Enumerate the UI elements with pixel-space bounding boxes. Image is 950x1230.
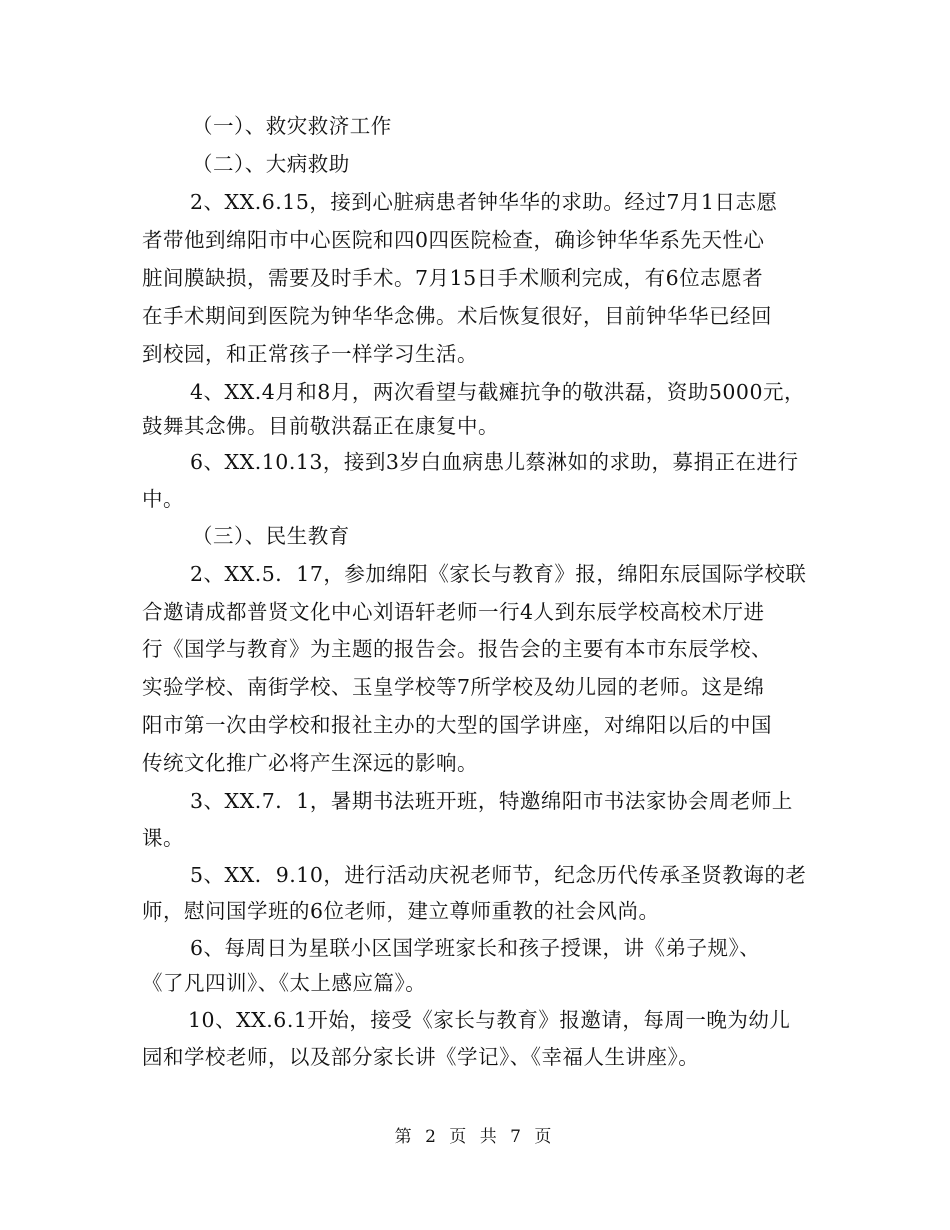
paragraph-line: 合邀请成都普贤文化中心刘语轩老师一行4人到东辰学校高校术厅进 (142, 600, 765, 624)
paragraph-line: 5、XX．9.10，进行活动庆祝老师节，纪念历代传承圣贤教诲的老 (190, 863, 807, 887)
paragraph-line: 4、XX.4月和8月，两次看望与截瘫抗争的敬洪磊，资助5000元， (190, 380, 806, 404)
paragraph-line: 《了凡四训》、《太上感应篇》。 (142, 971, 427, 995)
paragraph-line: 2、XX.5．17，参加绵阳《家长与教育》报，绵阳东辰国际学校联 (190, 562, 807, 586)
paragraph-line: 3、XX.7．1，暑期书法班开班，特邀绵阳市书法家协会周老师上 (190, 789, 793, 813)
paragraph-line: 到校园，和正常孩子一样学习生活。 (142, 342, 478, 366)
paragraph-line: 园和学校老师，以及部分家长讲《学记》、《幸福人生讲座》。 (142, 1045, 700, 1069)
paragraph-line: 阳市第一次由学校和报社主办的大型的国学讲座，对绵阳以后的中国 (142, 713, 772, 737)
paragraph-line: 中。 (142, 487, 184, 511)
paragraph-line: 传统文化推广必将产生深远的影响。 (142, 751, 478, 775)
section-heading-illness-aid: （二）、大病救助 (192, 152, 350, 176)
paragraph-line: 行《国学与教育》为主题的报告会。报告会的主要有本市东辰学校、 (142, 637, 772, 661)
paragraph-line: 鼓舞其念佛。目前敬洪磊正在康复中。 (142, 414, 499, 438)
paragraph-line: 脏间膜缺损，需要及时手术。7月15日手术顺利完成，有6位志愿者 (142, 266, 764, 290)
paragraph-line: 6、每周日为星联小区国学班家长和孩子授课，讲《弟子规》、 (190, 936, 761, 960)
paragraph-line: 在手术期间到医院为钟华华念佛。术后恢复很好，目前钟华华已经回 (142, 304, 772, 328)
paragraph-line: 10、XX.6.1开始，接受《家长与教育》报邀请，每周一晚为幼儿 (188, 1008, 791, 1032)
paragraph-line: 6、XX.10.13，接到3岁白血病患儿蔡淋如的求助，募捐正在进行 (190, 450, 799, 474)
paragraph-line: 课。 (142, 826, 184, 850)
paragraph-line: 者带他到绵阳市中心医院和四0四医院检查，确诊钟华华系先天性心 (142, 228, 765, 252)
section-heading-disaster-relief: （一）、救灾救济工作 (192, 114, 392, 138)
paragraph-line: 实验学校、南街学校、玉皇学校等7所学校及幼儿园的老师。这是绵 (142, 675, 765, 699)
section-heading-livelihood-education: （三）、民生教育 (192, 524, 350, 548)
paragraph-line: 师，慰问国学班的6位老师，建立尊师重教的社会风尚。 (142, 899, 660, 923)
page-number-footer: 第 2 页 共 7 页 (394, 1127, 556, 1147)
paragraph-line: 2、XX.6.15，接到心脏病患者钟华华的求助。经过7月1日志愿 (190, 190, 778, 214)
